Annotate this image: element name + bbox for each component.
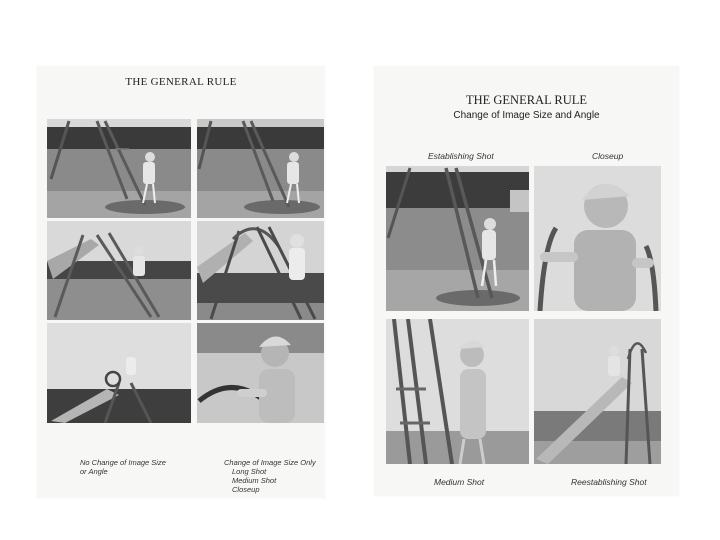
left-page-title: THE GENERAL RULE	[125, 76, 237, 88]
right-page-subtitle: Change of Image Size and Angle	[453, 110, 600, 121]
photo-closeup-shot	[534, 166, 661, 311]
photo-slide-angle-2	[197, 221, 324, 320]
photo-reestablishing-shot	[534, 319, 661, 464]
label-closeup: Closeup	[592, 151, 624, 161]
photo-slide-top-1	[47, 323, 191, 423]
label-medium-shot: Medium Shot	[434, 477, 485, 487]
photo-swing-wide-1	[47, 119, 191, 218]
photo-slide-angle-1	[47, 221, 191, 320]
caption-line: Medium Shot	[232, 476, 277, 485]
caption-line: No Change of Image Size	[80, 458, 166, 467]
photo-medium-shot	[386, 319, 529, 464]
photo-establishing-shot	[386, 166, 529, 311]
left-caption-size-change	[224, 458, 316, 494]
caption-line: or Angle	[80, 467, 108, 476]
photo-closeup-girl	[197, 323, 324, 423]
label-reestablishing-shot: Reestablishing Shot	[571, 477, 647, 487]
label-establishing-shot: Establishing Shot	[428, 151, 494, 161]
caption-line: Long Shot	[232, 467, 267, 476]
caption-line: Closeup	[232, 485, 260, 494]
photo-swing-wide-2	[197, 119, 324, 218]
left-caption-no-change	[80, 458, 166, 476]
caption-line: Change of Image Size Only	[224, 458, 316, 467]
right-page-title: THE GENERAL RULE	[465, 93, 588, 107]
